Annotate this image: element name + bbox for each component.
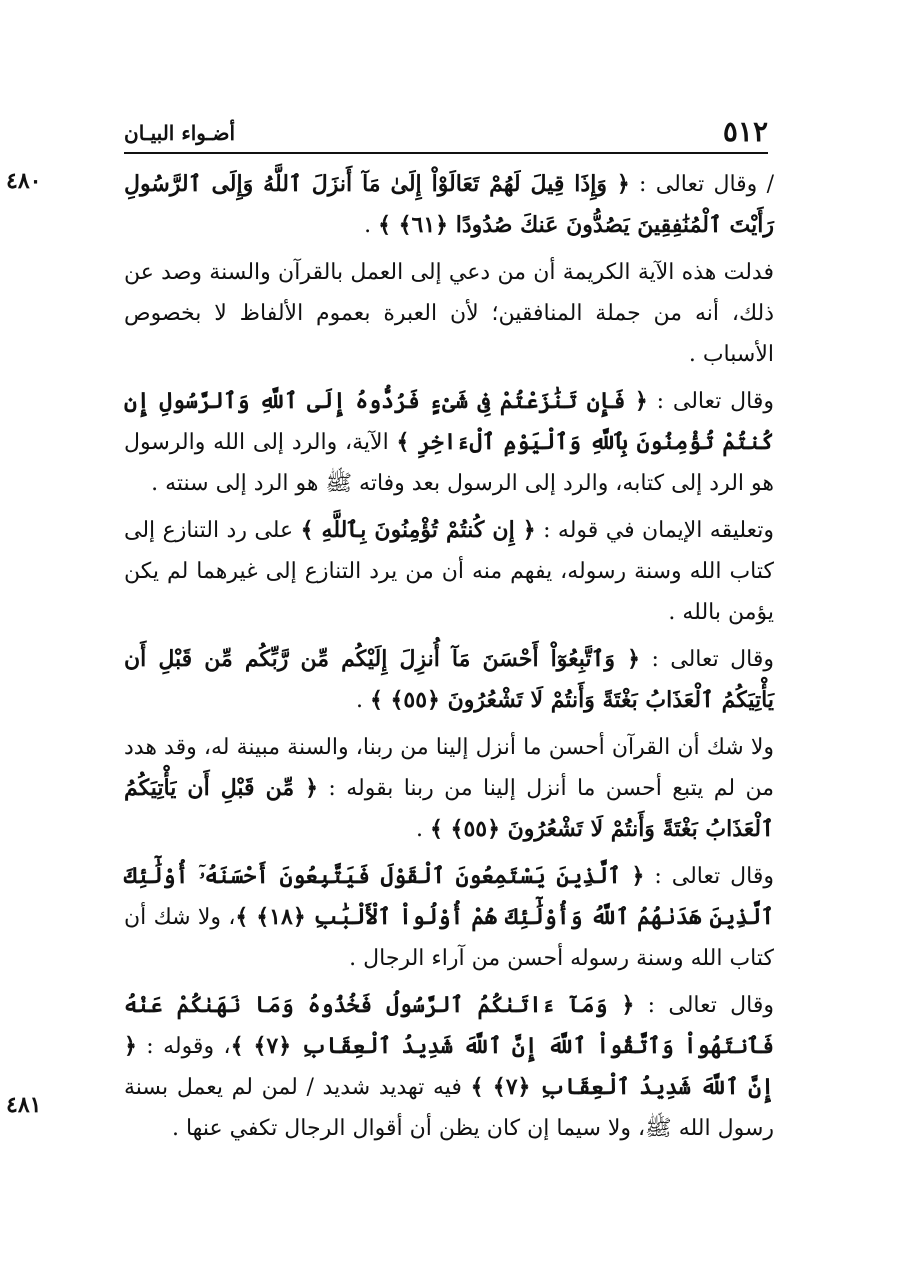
paragraph-intro: وقال تعالى :	[634, 993, 774, 1018]
margin-note-481: ٤٨١	[6, 1092, 42, 1118]
paragraph-intro: وقال تعالى :	[640, 647, 775, 672]
paragraph-7	[124, 856, 774, 979]
quran-verse-2: ﴿ إِنَّ ٱللَّهَ شَدِيدُ ٱلْعِقَابِ ﴿٧﴾ ﴾	[124, 1033, 774, 1100]
paragraph-5	[124, 639, 774, 721]
paragraph-middle: ، وقوله :	[136, 1034, 231, 1059]
page-body	[124, 164, 774, 1155]
quran-verse: ﴿ فَإِن تَنَٰزَعْتُمْ فِى شَىْءٍ فَرُدُّوهُ إِلَى ٱللَّهِ وَٱلرَّسُولِ إِن كُنتُمْ تُؤْمِنُونَ بِٱللَّهِ وَٱلْيَوْمِ ٱلْءَاخِرِ ﴾	[124, 388, 774, 455]
paragraph-after: .	[416, 817, 430, 842]
quran-verse: ﴿ ٱلَّذِينَ يَسْتَمِعُونَ ٱلْقَوْلَ فَيَتَّبِعُونَ أَحْسَنَهُۥٓ أُوْلَٰٓئِكَ ٱلَّذِينَ هَدَىٰهُمُ ٱللَّهُ وَأُوْلَٰٓئِكَ هُمْ أُوْلُواْ ٱلْأَلْبَٰبِ ﴿١٨﴾ ﴾	[124, 863, 774, 930]
paragraph-after: على رد التنازع إلى كتاب الله وسنة رسوله، يفهم منه أن من يرد التنازع إلى غيرهما لم يكن يؤمن بالله .	[124, 518, 774, 625]
paragraph-intro: وتعليقه الإيمان في قوله :	[535, 518, 774, 543]
paragraph-6	[124, 727, 774, 850]
paragraph-intro: وقال تعالى :	[647, 389, 774, 414]
header-divider	[124, 152, 768, 154]
quran-verse: ﴿ وَٱتَّبِعُوٓاْ أَحْسَنَ مَآ أُنزِلَ إِلَيْكُم مِّن رَّبِّكُم مِّن قَبْلِ أَن يَأْتِيَكُمُ ٱلْعَذَابُ بَغْتَةً وَأَنتُمْ لَا تَشْعُرُونَ ﴿٥٥﴾ ﴾	[124, 646, 774, 713]
book-title: أضـواء البيـان	[124, 121, 236, 145]
paragraph-intro: وقال تعالى :	[644, 864, 774, 889]
page-header	[124, 108, 768, 148]
paragraph-4	[124, 510, 774, 633]
paragraph-after: فيه تهديد شديد / لمن لم يعمل بسنة رسول الله ﷺ، ولا سيما إن كان يظن أن أقوال الرجال تكفي عنها .	[124, 1075, 774, 1141]
paragraph-after: ، ولا شك أن كتاب الله وسنة رسوله أحسن من آراء الرجال .	[124, 905, 774, 971]
quran-verse: ﴿ وَمَآ ءَاتَىٰكُمُ ٱلرَّسُولُ فَخُذُوهُ وَمَا نَهَىٰكُمْ عَنْهُ فَٱنتَهُواْ وَٱتَّقُواْ ٱللَّهَ إِنَّ ٱللَّهَ شَدِيدُ ٱلْعِقَابِ ﴿٧﴾ ﴾	[124, 992, 774, 1059]
paragraph-after: الآية، والرد إلى الله والرسول هو الرد إلى كتابه، والرد إلى الرسول بعد وفاته ﷺ هو الرد إلى سنته .	[124, 430, 774, 496]
paragraph-intro: / وقال تعالى :	[629, 172, 774, 197]
paragraph-3	[124, 381, 774, 504]
paragraph-after: .	[364, 213, 379, 238]
paragraph-intro: ولا شك أن القرآن أحسن ما أنزل إلينا من ربنا، والسنة مبينة له، وقد هدد من لم يتبع أحسن ما أنزل إلينا من ربنا بقوله :	[124, 735, 774, 801]
paragraph-text: فدلت هذه الآية الكريمة أن من دعي إلى العمل بالقرآن والسنة وصد عن ذلك، أنه من جملة المنافقين؛ لأن العبرة بعموم الألفاظ لا بخصوص الأسباب .	[124, 260, 774, 367]
margin-note-480: ٤٨٠	[6, 168, 42, 194]
paragraph-2	[124, 252, 774, 375]
page-number: ٥١٢	[722, 115, 768, 148]
paragraph-1	[124, 164, 774, 246]
paragraph-after: .	[355, 688, 370, 713]
quran-verse: ﴿ مِّن قَبْلِ أَن يَأْتِيَكُمُ ٱلْعَذَابُ بَغْتَةً وَأَنتُمْ لَا تَشْعُرُونَ ﴿٥٥﴾ ﴾	[124, 775, 774, 842]
quran-verse: ﴿ إِن كُنتُمْ تُؤْمِنُونَ بِٱللَّهِ ﴾	[300, 517, 536, 543]
quran-verse: ﴿ وَإِذَا قِيلَ لَهُمْ تَعَالَوْاْ إِلَىٰ مَآ أَنزَلَ ٱللَّهُ وَإِلَى ٱلرَّسُولِ رَأَيْتَ ٱلْمُنَٰفِقِينَ يَصُدُّونَ عَنكَ صُدُودًا ﴿٦١﴾ ﴾	[124, 171, 774, 238]
paragraph-8	[124, 985, 774, 1149]
